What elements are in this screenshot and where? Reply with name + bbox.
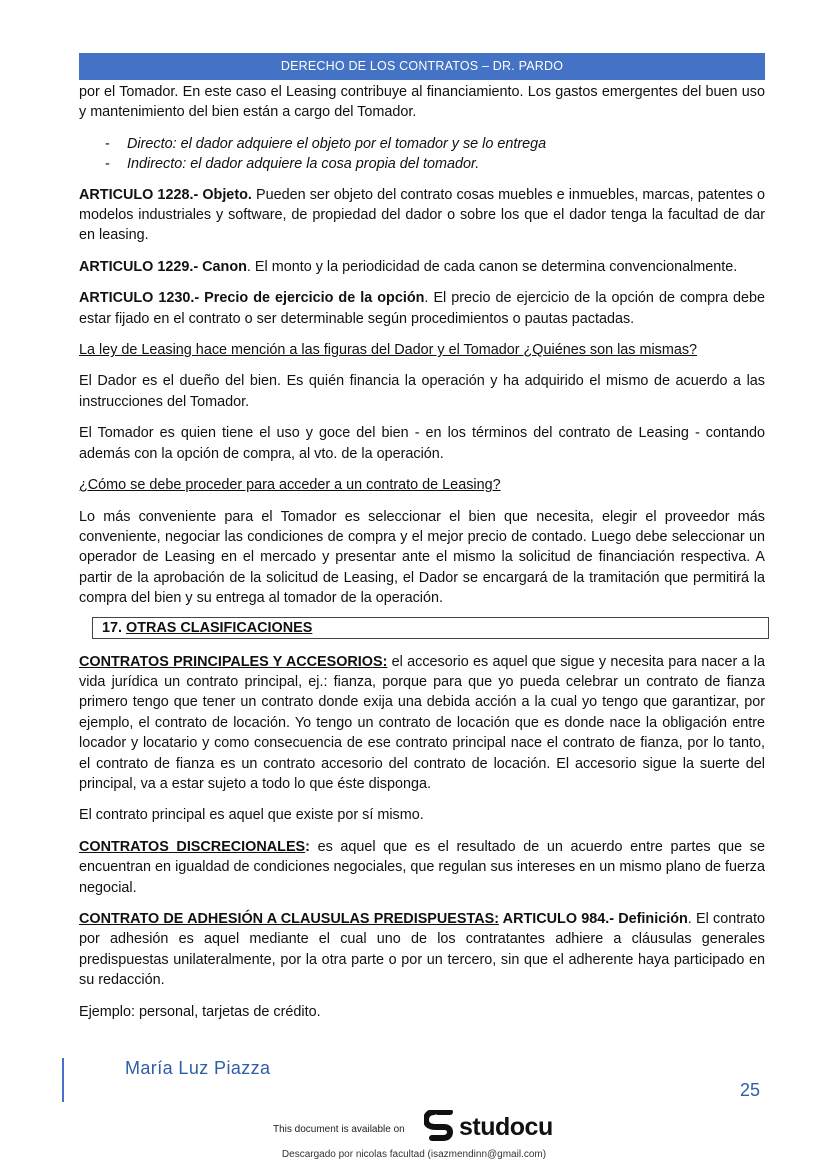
article-1228 bbox=[79, 185, 765, 246]
list-item: - Directo: el dador adquiere el objeto por el tomador y se lo entrega bbox=[105, 135, 547, 152]
adhesion-paragraph bbox=[79, 909, 765, 991]
article-1228-text: Pueden ser objeto del contrato cosas muebles e inmuebles, marcas, patentes o modelos industriales y software, de propiedad del dador o sobre los que el dador tenga la facultad de dar en leasing. bbox=[79, 186, 765, 244]
discrecionales-text: es aquel que es el resultado de un acuerdo entre partes que se encuentran en igualdad de condiciones negociales, que regulan sus intereses en un mismo plano de fuerza negocial. bbox=[79, 838, 765, 896]
adhesion-text: . El contrato por adhesión es aquel mediante el cual uno de los contratantes adhiere a cláusulas generales predispuestas unilateralmente, por la otra parte o por un tercero, sin que el adherente haya participado en su redacción. bbox=[79, 911, 766, 989]
tomador-definition: El Tomador es quien tiene el uso y goce del bien - en los términos del contrato de Leasing - contando además con la opción de compra, al vto. de la operación. bbox=[79, 425, 765, 462]
dador-definition: El Dador es el dueño del bien. Es quién financia la operación y ha adquirido el mismo de acuerdo a las instrucciones del Tomador. bbox=[79, 373, 765, 410]
article-1230 bbox=[79, 288, 765, 329]
author-name: María Luz Piazza bbox=[125, 1058, 271, 1078]
list-item-text: Indirecto: el dador adquiere la cosa propia del tomador. bbox=[127, 156, 480, 173]
discrecionales-paragraph bbox=[79, 837, 765, 898]
discrecionales-label: CONTRATOS DISCRECIONALES bbox=[79, 838, 306, 855]
available-on-text: This document is available on bbox=[273, 1124, 405, 1135]
article-1230-text: . El precio de ejercicio de la opción de compra debe estar fijado en el contrato o ser determinable según procedimientos o pautas pactadas. bbox=[79, 290, 765, 327]
article-1229 bbox=[79, 257, 765, 277]
adhesion-article: ARTICULO 984.- Definición bbox=[499, 911, 688, 927]
principales-paragraph bbox=[79, 652, 765, 795]
studocu-icon bbox=[424, 1110, 456, 1144]
studocu-logo[interactable] bbox=[424, 1110, 553, 1144]
question-procedure: ¿Cómo se debe proceder para acceder a un contrato de Leasing? bbox=[79, 477, 501, 494]
example-paragraph: Ejemplo: personal, tarjetas de crédito. bbox=[79, 1003, 321, 1020]
list-item: - Indirecto: el dador adquiere la cosa propia del tomador. bbox=[105, 156, 480, 173]
section-heading-box bbox=[92, 617, 769, 639]
article-1228-label: ARTICULO 1228.- Objeto. bbox=[79, 186, 252, 203]
page-header bbox=[79, 53, 765, 80]
principales-text: el accesorio es aquel que sigue y necesita para nacer a la vida jurídica un contrato principal, ej.: fianza, porque para que yo pueda celebrar un contrato de fianza primero tengo que tener un contrato donde exija una debida acción a la cual yo tengo que garantizar, por ejemplo, el contrato de locación. Yo tengo un contrato de locación que es donde nace la obligación entre locador y locatario y como consecuencia de ese contrato principal nace el contrato de fianza, por lo tanto, el contrato de fianza es un contrato accesorio del contrato de locación. El accesorio sigue la suerte del principal, va a estar sujeto a todo lo que éste disponga. bbox=[79, 653, 766, 792]
list-item-text: Directo: el dador adquiere el objeto por el tomador y se lo entrega bbox=[127, 135, 547, 152]
principal-definition: El contrato principal es aquel que existe por sí mismo. bbox=[79, 807, 424, 824]
page-number: 25 bbox=[740, 1080, 761, 1100]
intro-paragraph: por el Tomador. En este caso el Leasing contribuye al financiamiento. Los gastos emergentes del buen uso y mantenimiento del bien están a cargo del Tomador. bbox=[79, 84, 765, 121]
studocu-brand-text: studocu bbox=[459, 1112, 553, 1141]
discrecionales-colon: : bbox=[305, 838, 310, 855]
footer-accent-bar bbox=[62, 1058, 64, 1102]
section-number: 17. bbox=[102, 619, 127, 636]
section-title: OTRAS CLASIFICACIONES bbox=[126, 619, 313, 636]
question-dador-tomador: La ley de Leasing hace mención a las figuras del Dador y el Tomador ¿Quiénes son las mismas? bbox=[79, 342, 698, 359]
article-1229-text: . El monto y la periodicidad de cada canon se determina convencionalmente. bbox=[246, 258, 738, 275]
leasing-type-list bbox=[79, 134, 765, 175]
article-1230-label: ARTICULO 1230.- Precio de ejercicio de la opción bbox=[79, 290, 425, 307]
principales-label: CONTRATOS PRINCIPALES Y ACCESORIOS: bbox=[79, 653, 388, 670]
article-1229-label: ARTICULO 1229.- Canon bbox=[79, 258, 247, 275]
downloaded-by-text: Descargado por nicolas facultad (isazmendinn@gmail.com) bbox=[281, 1149, 547, 1160]
header-title: DERECHO DE LOS CONTRATOS – DR. PARDO bbox=[280, 59, 564, 73]
document-body bbox=[79, 82, 765, 1033]
adhesion-label: CONTRATO DE ADHESIÓN A CLAUSULAS PREDISPUESTAS: bbox=[79, 911, 499, 927]
procedure-paragraph: Lo más conveniente para el Tomador es seleccionar el bien que necesita, elegir el proveedor más conveniente, negociar las condiciones de compra y el mejor precio de contado. Luego debe seleccionar un operador de Leasing en el mercado y presentar ante el mismo la solicitud de financiación respectiva. A partir de la aprobación de la solicitud de Leasing, el Dador se encargará de la tramitación que permitirá la compra del bien y su entrega al tomador de la operación. bbox=[79, 508, 765, 607]
